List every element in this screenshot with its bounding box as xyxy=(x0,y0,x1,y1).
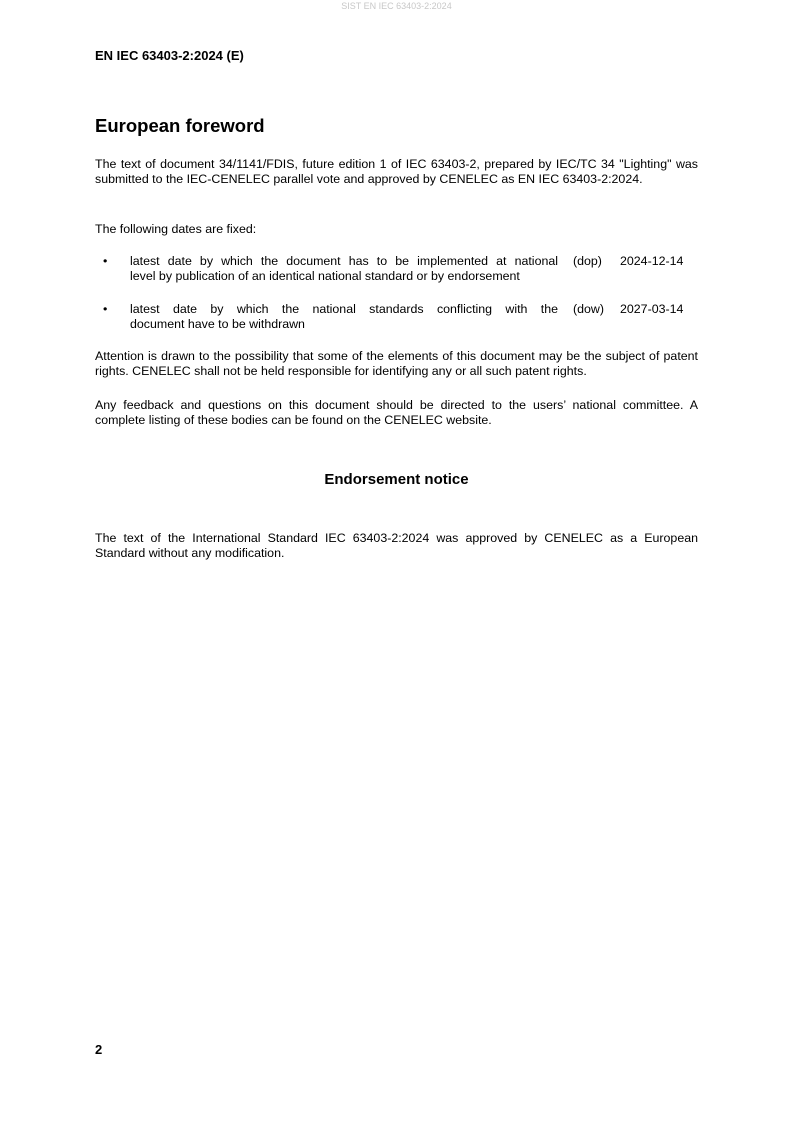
date-item-code: (dow) xyxy=(573,302,604,316)
date-item-date: 2024-12-14 xyxy=(620,254,684,268)
feedback-notice: Any feedback and questions on this document should be directed to the users’ national committee. A complete listing of these bodies can be found on the CENELEC website. xyxy=(95,398,698,428)
date-item-line1: latest date by which the document has to be implemented at national xyxy=(130,254,558,268)
page-number: 2 xyxy=(95,1042,103,1057)
foreword-intro: The text of document 34/1141/FDIS, future edition 1 of IEC 63403-2, prepared by IEC/TC 34 "Lighting" was submitted to the IEC-CENELEC parallel vote and approved by CENELEC as EN IEC 63403-2:2024. xyxy=(95,157,698,187)
patent-notice: Attention is drawn to the possibility that some of the elements of this document may be the subject of patent rights. CENELEC shall not be held responsible for identifying any or all such patent rights. xyxy=(95,349,698,379)
bullet: • xyxy=(103,254,108,268)
dates-intro: The following dates are fixed: xyxy=(95,222,257,236)
date-item-line2: level by publication of an identical national standard or by endorsement xyxy=(130,269,520,284)
watermark: SIST EN IEC 63403-2:2024 xyxy=(341,1,452,11)
endorsement-text: The text of the International Standard IEC 63403-2:2024 was approved by CENELEC as a European Standard without any modification. xyxy=(95,531,698,561)
date-item-text xyxy=(130,254,558,285)
date-item-date: 2027-03-14 xyxy=(620,302,684,316)
bullet: • xyxy=(103,302,108,316)
endorsement-title: Endorsement notice xyxy=(324,471,469,488)
date-item-line1: latest date by which the national standards conflicting with the xyxy=(130,302,558,316)
date-item-line2: document have to be withdrawn xyxy=(130,317,305,332)
document-id: EN IEC 63403-2:2024 (E) xyxy=(95,48,244,63)
foreword-title: European foreword xyxy=(95,115,265,136)
date-item-code: (dop) xyxy=(573,254,602,268)
date-item-text xyxy=(130,302,558,333)
